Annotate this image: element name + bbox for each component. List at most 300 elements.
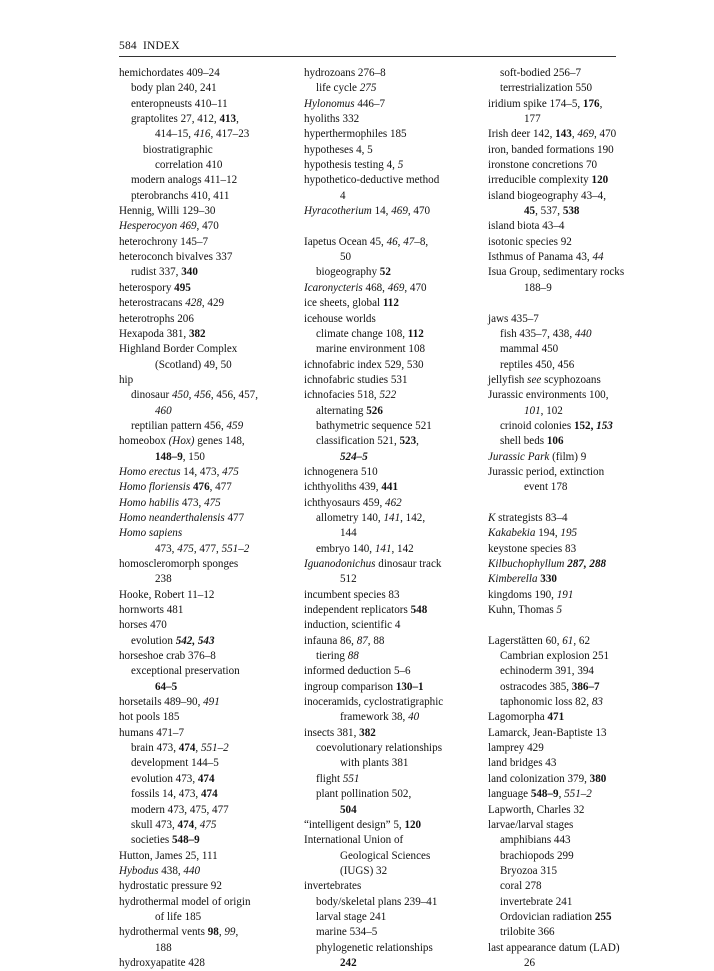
- entry-text: 255: [594, 910, 612, 923]
- index-entry: [119, 511, 258, 526]
- index-entry: [119, 864, 258, 879]
- entry-text: 504: [340, 803, 357, 816]
- index-subentry: [488, 695, 624, 710]
- entry-text: 526: [366, 404, 383, 417]
- index-entry: [488, 803, 624, 818]
- index-entry: [488, 219, 624, 234]
- index-subentry: [304, 81, 443, 96]
- entry-text: 475: [199, 818, 217, 831]
- index-entry: [304, 480, 443, 495]
- entry-text: 440: [183, 864, 201, 877]
- index-entry: [304, 496, 443, 511]
- entry-text: reptilian pattern 456,: [131, 419, 227, 432]
- index-subentry: [304, 342, 443, 357]
- entry-text: 551: [342, 772, 360, 785]
- entry-text: 522: [379, 389, 397, 402]
- entry-text: 50: [340, 251, 352, 264]
- entry-text: jaws 435–7: [488, 312, 539, 325]
- entry-text: , 417–23: [210, 128, 250, 141]
- entry-text: 524–5: [340, 450, 368, 463]
- entry-text: evolution: [131, 634, 176, 647]
- entry-text: 141: [374, 542, 392, 555]
- index-subentry: [119, 97, 258, 112]
- index-subentry: [488, 81, 624, 96]
- entry-text: ice sheets, global: [304, 297, 383, 310]
- entry-text: ,: [194, 818, 200, 831]
- index-subentry: [119, 772, 258, 787]
- entry-text: alternating: [316, 404, 367, 417]
- index-column-3: [488, 66, 624, 971]
- index-subentry: [304, 787, 443, 802]
- section-gap: [304, 219, 443, 234]
- entry-text: flight: [316, 772, 343, 785]
- entry-text: 428: [185, 297, 202, 310]
- index-entry: [488, 127, 624, 142]
- entry-text: hornworts 481: [119, 604, 184, 617]
- index-entry: [119, 204, 258, 219]
- index-entry: [304, 588, 443, 603]
- index-entry: [119, 496, 258, 511]
- entry-text: (Hox): [168, 435, 195, 448]
- entry-text: 143: [555, 128, 572, 141]
- entry-text: , 470: [594, 128, 617, 141]
- entry-text: 462: [385, 496, 402, 509]
- entry-text: 548–9: [171, 834, 200, 847]
- entry-text: 5: [556, 604, 563, 617]
- entry-text: 194,: [535, 527, 561, 540]
- entry-text: insects 381,: [304, 726, 360, 739]
- entry-text: 176: [582, 97, 600, 110]
- index-subentry: [488, 358, 624, 373]
- entry-text: Kimberella: [488, 573, 538, 586]
- entry-text: 112: [407, 327, 424, 340]
- index-entry: [488, 511, 624, 526]
- index-entry: [119, 342, 258, 357]
- index-subentry: [488, 66, 624, 81]
- entry-text: (Scotland) 49, 50: [155, 358, 232, 371]
- entry-text: crinoid colonies: [500, 419, 574, 432]
- index-entry: [304, 879, 443, 894]
- entry-text: echinoderm 391, 394: [500, 665, 594, 678]
- entry-text: genes 148,: [194, 435, 245, 448]
- index-entry: [488, 312, 624, 327]
- entry-text: kingdoms 190,: [488, 588, 557, 601]
- index-subentry: [488, 404, 624, 419]
- index-subentry: [488, 327, 624, 342]
- entry-text: trilobite 366: [500, 926, 555, 939]
- entry-text: hypothetico-deductive method: [304, 174, 440, 187]
- index-entry: [119, 925, 258, 940]
- entry-text: Homo sapiens: [119, 527, 183, 540]
- index-entry: [488, 143, 624, 158]
- index-entry: [119, 281, 258, 296]
- page-number: 584: [119, 40, 137, 52]
- index-entry: [304, 112, 443, 127]
- index-subentry: [304, 956, 443, 971]
- entry-text: , 150: [182, 450, 205, 463]
- index-entry: [119, 250, 258, 265]
- index-entry: [119, 695, 258, 710]
- entry-text: body/skeletal plans 239–41: [316, 895, 438, 908]
- index-subentry: [488, 895, 624, 910]
- index-subentry: [119, 741, 258, 756]
- index-entry: [304, 818, 443, 833]
- index-subentry: [119, 404, 258, 419]
- entry-text: keystone species 83: [488, 542, 577, 555]
- entry-text: 382: [188, 327, 206, 340]
- entry-text: marine 534–5: [316, 926, 378, 939]
- entry-text: Isua Group, sedimentary rocks: [488, 266, 625, 279]
- entry-text: hydrozoans 276–8: [304, 67, 386, 79]
- header-rule: [119, 56, 616, 57]
- index-subentry: [119, 450, 258, 465]
- entry-text: with plants 381: [340, 757, 409, 770]
- entry-text: 98: [207, 926, 219, 939]
- index-entry: [119, 480, 258, 495]
- entry-text: , 470: [404, 281, 427, 294]
- index-subentry: [119, 158, 258, 173]
- entry-text: ironstone concretions 70: [488, 159, 598, 172]
- entry-text: modern analogs 411–12: [131, 174, 238, 187]
- index-subentry: [119, 81, 258, 96]
- entry-text: hyoliths 332: [304, 113, 360, 126]
- entry-text: 101: [524, 404, 541, 417]
- entry-text: life cycle: [316, 82, 360, 95]
- entry-text: 474: [177, 818, 195, 831]
- index-subentry: [488, 849, 624, 864]
- entry-text: development 144–5: [131, 757, 219, 770]
- index-entry: [488, 542, 624, 557]
- entry-text: heterotrophs 206: [119, 312, 194, 325]
- index-entry: [488, 710, 624, 725]
- entry-text: 120: [591, 174, 609, 187]
- index-subentry: [304, 434, 443, 449]
- entry-text: hypotheses 4, 5: [304, 143, 373, 156]
- index-subentry: [488, 956, 624, 971]
- entry-text: 413: [219, 113, 237, 126]
- index-entry: [119, 895, 258, 910]
- entry-text: Icaronycteris: [304, 281, 363, 294]
- entry-text: fossils 14, 473,: [131, 788, 201, 801]
- entry-text: 474: [200, 788, 218, 801]
- entry-text: plant pollination 502,: [316, 788, 412, 801]
- entry-text: ichthyoliths 439,: [304, 481, 382, 494]
- entry-text: Hexapoda 381,: [119, 327, 189, 340]
- entry-text: “intelligent design” 5,: [304, 818, 405, 831]
- entry-text: larvae/larval stages: [488, 818, 574, 831]
- entry-text: taphonomic loss 82,: [500, 696, 592, 709]
- index-entry: [304, 97, 443, 112]
- entry-text: (film) 9: [549, 450, 587, 463]
- index-entry: [304, 680, 443, 695]
- index-subentry: [304, 849, 443, 864]
- entry-text: , 142: [391, 542, 414, 555]
- entry-text: 188: [155, 941, 172, 954]
- entry-text: Homo erectus: [119, 465, 181, 478]
- index-entry: [304, 557, 443, 572]
- entry-text: 144: [340, 527, 357, 540]
- entry-text: 340: [181, 266, 198, 279]
- entry-text: 477: [224, 511, 245, 524]
- entry-text: 153: [596, 419, 613, 432]
- entry-text: 188–9: [524, 281, 552, 294]
- entry-text: Lamarck, Jean-Baptiste 13: [488, 726, 607, 739]
- index-subentry: [119, 542, 258, 557]
- entry-text: Lapworth, Charles 32: [488, 803, 585, 816]
- index-entry: [304, 158, 443, 173]
- index-subentry: [119, 173, 258, 188]
- entry-text: –8,: [414, 235, 429, 248]
- entry-text: heterochrony 145–7: [119, 235, 209, 248]
- entry-text: 542, 543: [175, 634, 215, 647]
- entry-text: Kakabekia: [488, 527, 536, 540]
- entry-text: Hutton, James 25, 111: [119, 849, 218, 862]
- entry-text: 152,: [573, 419, 597, 432]
- entry-text: allometry 140,: [316, 511, 384, 524]
- entry-text: coral 278: [500, 880, 542, 893]
- entry-text: scyphozoans: [541, 373, 601, 386]
- index-subentry: [304, 189, 443, 204]
- entry-text: Geological Sciences: [340, 849, 431, 862]
- entry-text: 475: [222, 465, 239, 478]
- entry-text: embryo 140,: [316, 542, 375, 555]
- entry-text: 446–7: [354, 97, 386, 110]
- index-subentry: [119, 803, 258, 818]
- entry-text: body plan 240, 241: [131, 82, 217, 95]
- entry-text: 238: [155, 573, 172, 586]
- index-subentry: [304, 649, 443, 664]
- index-entry: [119, 465, 258, 480]
- index-entry: [304, 281, 443, 296]
- index-entry: [488, 941, 624, 956]
- entry-text: 538: [562, 205, 580, 218]
- entry-text: 14, 473,: [180, 465, 223, 478]
- entry-text: ichnofacies 518,: [304, 389, 380, 402]
- entry-text: Hyracotherium: [304, 205, 372, 218]
- index-entry: [488, 726, 624, 741]
- entry-text: isotonic species 92: [488, 235, 572, 248]
- index-entry: [304, 465, 443, 480]
- index-subentry: [304, 526, 443, 541]
- entry-text: Homo habilis: [119, 496, 180, 509]
- entry-text: Jurassic Park: [488, 450, 550, 463]
- entry-text: 380: [589, 772, 607, 785]
- index-entry: [488, 756, 624, 771]
- entry-text: last appearance datum (LAD): [488, 941, 620, 954]
- entry-text: Isthmus of Panama 43,: [488, 251, 593, 264]
- entry-text: Kuhn, Thomas: [488, 604, 557, 617]
- index-entry: [119, 373, 258, 388]
- entry-text: Lagerstätten 60,: [488, 634, 563, 647]
- index-entry: [488, 250, 624, 265]
- index-entry: [119, 296, 258, 311]
- entry-text: bathymetric sequence 521: [316, 419, 432, 432]
- entry-text: Bryozoa 315: [500, 864, 557, 877]
- entry-text: island biogeography 43–4,: [488, 189, 607, 202]
- entry-text: , 456, 457,: [210, 389, 258, 402]
- index-entry: [304, 726, 443, 741]
- entry-text: homoscleromorph sponges: [119, 558, 239, 570]
- entry-text: infauna 86,: [304, 634, 357, 647]
- index-column-2: [304, 66, 443, 971]
- entry-text: 106: [546, 435, 564, 448]
- entry-text: 459: [226, 419, 244, 432]
- entry-text: Lagomorpha: [488, 711, 548, 724]
- entry-text: skull 473,: [131, 818, 178, 831]
- entry-text: , 88: [367, 634, 385, 647]
- index-entry: [488, 526, 624, 541]
- entry-text: humans 471–7: [119, 726, 185, 739]
- index-subentry: [488, 480, 624, 495]
- entry-text: heterospory: [119, 281, 175, 294]
- index-entry: [488, 158, 624, 173]
- entry-text: 551–2: [564, 788, 592, 801]
- entry-text: Jurassic environments 100,: [488, 389, 609, 402]
- index-subentry: [488, 879, 624, 894]
- entry-text: ,: [235, 926, 239, 939]
- entry-text: 469: [391, 205, 408, 218]
- index-entry: [304, 127, 443, 142]
- index-subentry: [304, 250, 443, 265]
- index-entry: [488, 741, 624, 756]
- entry-text: hip: [119, 373, 134, 386]
- entry-text: 441: [381, 481, 398, 494]
- entry-text: biostratigraphic: [143, 143, 213, 156]
- index-subentry: [304, 741, 443, 756]
- index-subentry: [304, 895, 443, 910]
- index-entry: [488, 189, 624, 204]
- index-subentry: [119, 818, 258, 833]
- entry-text: 330: [540, 573, 557, 586]
- index-entry: [119, 557, 258, 572]
- index-subentry: [488, 112, 624, 127]
- index-entry: [304, 603, 443, 618]
- index-entry: [119, 66, 258, 81]
- index-subentry: [119, 358, 258, 373]
- entry-text: island biota 43–4: [488, 220, 565, 233]
- entry-text: 551–2: [200, 742, 229, 755]
- entry-text: 191: [556, 588, 574, 601]
- entry-text: 61: [562, 634, 574, 647]
- entry-text: ichnofabric index 529, 530: [304, 358, 424, 371]
- index-entry: [488, 97, 624, 112]
- index-entry: [119, 649, 258, 664]
- entry-text: rudist 337,: [131, 266, 182, 279]
- entry-text: iron, banded formations 190: [488, 143, 614, 156]
- entry-text: land bridges 43: [488, 757, 557, 770]
- entry-text: , 142,: [400, 511, 426, 524]
- entry-text: iridium spike 174–5,: [488, 97, 583, 110]
- index-subentry: [304, 450, 443, 465]
- entry-text: irreducible complexity: [488, 174, 592, 187]
- entry-text: 44: [592, 251, 604, 264]
- index-subentry: [304, 864, 443, 879]
- index-subentry: [304, 265, 443, 280]
- index-subentry: [119, 787, 258, 802]
- index-entry: [304, 173, 443, 188]
- index-subentry: [119, 143, 258, 158]
- entry-text: 440: [574, 327, 592, 340]
- index-subentry: [304, 925, 443, 940]
- entry-text: Jurassic period, extinction: [488, 465, 605, 478]
- entry-text: dinosaur: [131, 389, 172, 402]
- entry-text: ,: [218, 926, 225, 939]
- entry-text: (IUGS) 32: [340, 864, 388, 877]
- entry-text: Irish deer 142,: [488, 128, 556, 141]
- entry-text: Iapetus Ocean 45,: [304, 235, 387, 248]
- entry-text: Iguanodonichus: [304, 558, 376, 570]
- entry-text: 468,: [362, 281, 388, 294]
- entry-text: ,: [599, 97, 603, 110]
- entry-text: shell beds: [500, 435, 547, 448]
- entry-text: informed deduction 5–6: [304, 665, 411, 678]
- entry-text: coevolutionary relationships: [316, 742, 443, 755]
- entry-text: ,: [571, 128, 578, 141]
- entry-text: hydroxyapatite 428: [119, 956, 205, 969]
- entry-text: 475: [177, 542, 194, 555]
- index-subentry: [119, 572, 258, 587]
- index-entry: [488, 373, 624, 388]
- entry-text: language: [488, 788, 531, 801]
- index-subentry: [119, 265, 258, 280]
- entry-text: 469: [179, 220, 197, 233]
- index-subentry: [304, 710, 443, 725]
- entry-text: dinosaur track: [375, 558, 442, 570]
- entry-text: hydrostatic pressure 92: [119, 880, 222, 893]
- index-subentry: [488, 925, 624, 940]
- entry-text: 386–7: [571, 680, 600, 693]
- entry-text: , 429: [201, 297, 225, 310]
- entry-text: Ordovician radiation: [500, 910, 595, 923]
- entry-text: correlation 410: [155, 159, 223, 172]
- entry-text: societies: [131, 834, 172, 847]
- entry-text: brachiopods 299: [500, 849, 574, 862]
- entry-text: 14,: [371, 205, 392, 218]
- entry-text: modern 473, 475, 477: [131, 803, 229, 816]
- index-entry: [304, 312, 443, 327]
- entry-text: ichnogenera 510: [304, 465, 378, 478]
- entry-text: , 102: [540, 404, 563, 417]
- index-entry: [304, 634, 443, 649]
- entry-text: exceptional preservation: [131, 665, 240, 678]
- index-subentry: [119, 127, 258, 142]
- index-subentry: [119, 664, 258, 679]
- entry-text: pterobranchs 410, 411: [131, 189, 230, 202]
- index-entry: [304, 833, 443, 848]
- entry-text: 40: [408, 711, 420, 724]
- entry-text: invertebrate 241: [500, 895, 573, 908]
- entry-text: 148–9: [155, 450, 183, 463]
- entry-text: invertebrates: [304, 880, 362, 893]
- entry-text: 523: [399, 435, 417, 448]
- index-subentry: [119, 910, 258, 925]
- entry-text: phylogenetic relationships: [316, 941, 433, 954]
- entry-text: 242: [340, 956, 357, 969]
- running-title: INDEX: [143, 40, 180, 52]
- index-entry: [488, 173, 624, 188]
- entry-text: 88: [347, 650, 359, 663]
- entry-text: Homo floriensis: [119, 481, 191, 494]
- entry-text: heteroconch bivalves 337: [119, 251, 233, 264]
- entry-text: horses 470: [119, 619, 167, 632]
- entry-text: Hennig, Willi 129–30: [119, 205, 216, 218]
- entry-text: strategists 83–4: [495, 511, 568, 524]
- entry-text: 195: [560, 527, 578, 540]
- entry-text: 26: [524, 956, 536, 969]
- entry-text: induction, scientific 4: [304, 619, 401, 632]
- entry-text: Hybodus: [119, 864, 159, 877]
- entry-text: brain 473,: [131, 742, 179, 755]
